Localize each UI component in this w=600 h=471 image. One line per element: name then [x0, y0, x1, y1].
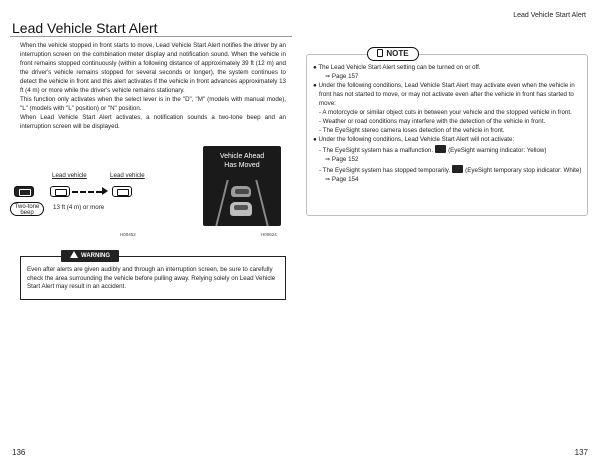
- lane-line-left: [215, 180, 228, 226]
- note-body: [313, 64, 585, 185]
- warning-triangle-icon: [70, 251, 78, 258]
- temporary-stop-indicator-text: (EyeSight temporary stop indicator: White): [465, 166, 582, 174]
- body-paragraph-2: This function only activates when the select lever is in the "D", "M" (models with manual mode), "L" (models with "L" position) or "N" position.: [20, 95, 286, 112]
- temporary-stop-text: - The EyeSight system has stopped temporarily.: [319, 166, 451, 174]
- note-bullet-2-text: Under the following conditions, Lead Vehicle Start Alert may activate even when the vehicle in front has not started to move, or may not activate even after the vehicle in front has started to move:: [318, 81, 575, 107]
- two-tone-beep-callout: Two-tone beep: [10, 202, 44, 216]
- lead-vehicle-label-end: Lead vehicle: [110, 172, 145, 179]
- note-bullet-3: ● Under the following conditions, Lead Vehicle Start Alert will not activate:: [313, 135, 515, 143]
- warning-label: [61, 250, 119, 262]
- body-paragraph-3: When Lead Vehicle Start Alert activates, a notification sounds a two-tone beep and an interruption screen will be displayed.: [20, 113, 286, 130]
- body-text: [20, 42, 286, 132]
- note-label: [367, 47, 419, 61]
- vehicle-ahead-icon: [231, 186, 251, 197]
- distance-label: 13 ft (4 m) or more: [53, 204, 105, 211]
- warning-box: [20, 253, 286, 300]
- meter-display-image: [203, 146, 281, 226]
- warning-label-text: WARNING: [81, 253, 110, 259]
- eyesight-temporary-stop-indicator-icon: [452, 165, 463, 173]
- lane-line-right: [255, 180, 268, 226]
- note-sub-item: - Weather or road conditions may interfere with the detection of the vehicle in front.: [319, 117, 546, 125]
- warning-text: Even after alerts are given audibly and through an interruption screen, be sure to carefully check the area surrounding the vehicle before pulling away. Relying solely on Lead Vehicle Start Alert may result in an accident.: [27, 266, 276, 291]
- note-sub-item: [313, 145, 585, 156]
- note-label-text: NOTE: [386, 49, 409, 58]
- running-header: Lead Vehicle Start Alert: [513, 12, 586, 19]
- note-sub-item: [313, 165, 585, 176]
- note-box: [306, 49, 588, 216]
- own-vehicle-icon: [14, 186, 34, 197]
- lead-vehicle-start-icon: [50, 186, 70, 197]
- note-ref-3: ⇒ Page 154: [325, 175, 359, 183]
- eyesight-warning-indicator-icon: [435, 145, 446, 153]
- figure-code-2: H00624: [261, 232, 277, 237]
- lead-vehicle-label-start: Lead vehicle: [52, 172, 87, 179]
- note-bullet-2: ● Under the following conditions, Lead Vehicle Start Alert may activate even when the vehicle in front has not started to move, or may not activate even after the vehicle in front has started to move:: [313, 81, 575, 107]
- body-paragraph-1: When the vehicle stopped in front starts to move, Lead Vehicle Start Alert notifies the driver by an interruption screen on the combination meter display and notification sound. When the vehicle in front remains stopped continuously (within a following distance of approximately 39 ft (12 m) and the driver's vehicle remains stopped for several seconds or longer), the system continues to detect the vehicle in front and this alert activates if the vehicle in front advances approximately 13 ft (4 m) or more while the driver's vehicle remains stationary.: [20, 42, 286, 94]
- note-icon: [377, 49, 383, 57]
- note-ref-1: ⇒ Page 157: [325, 72, 359, 80]
- page-title: Lead Vehicle Start Alert: [12, 20, 158, 36]
- figure-code-1: H00452: [120, 232, 136, 237]
- title-rule: [10, 36, 292, 37]
- malfunction-text: - The EyeSight system has a malfunction.: [319, 146, 434, 154]
- note-bullet-1-text: The Lead Vehicle Start Alert setting can be turned on or off.: [318, 64, 481, 71]
- lead-vehicle-end-icon: [112, 186, 132, 197]
- note-sub-item: - The EyeSight stereo camera loses detection of the vehicle in front.: [319, 126, 505, 134]
- display-message-line-2: Has Moved: [224, 162, 260, 170]
- note-bullet-3-text: Under the following conditions, Lead Vehicle Start Alert will not activate:: [318, 135, 515, 143]
- page-number-left: 136: [12, 448, 26, 457]
- note-sub-item: - A motorcycle or similar object cuts in between your vehicle and the stopped vehicle in front.: [319, 108, 572, 116]
- movement-dashes: [72, 191, 102, 193]
- display-message: [203, 152, 281, 170]
- malfunction-indicator-text: (EyeSight warning indicator: Yellow): [448, 146, 547, 154]
- note-ref-2: ⇒ Page 152: [325, 155, 359, 163]
- movement-arrow-icon: [102, 187, 108, 195]
- page-number-right: 137: [574, 448, 588, 457]
- note-bullet-1: ● The Lead Vehicle Start Alert setting can be turned on or off.: [313, 64, 481, 71]
- display-message-line-1: Vehicle Ahead: [219, 153, 265, 160]
- own-vehicle-display-icon: [230, 202, 252, 216]
